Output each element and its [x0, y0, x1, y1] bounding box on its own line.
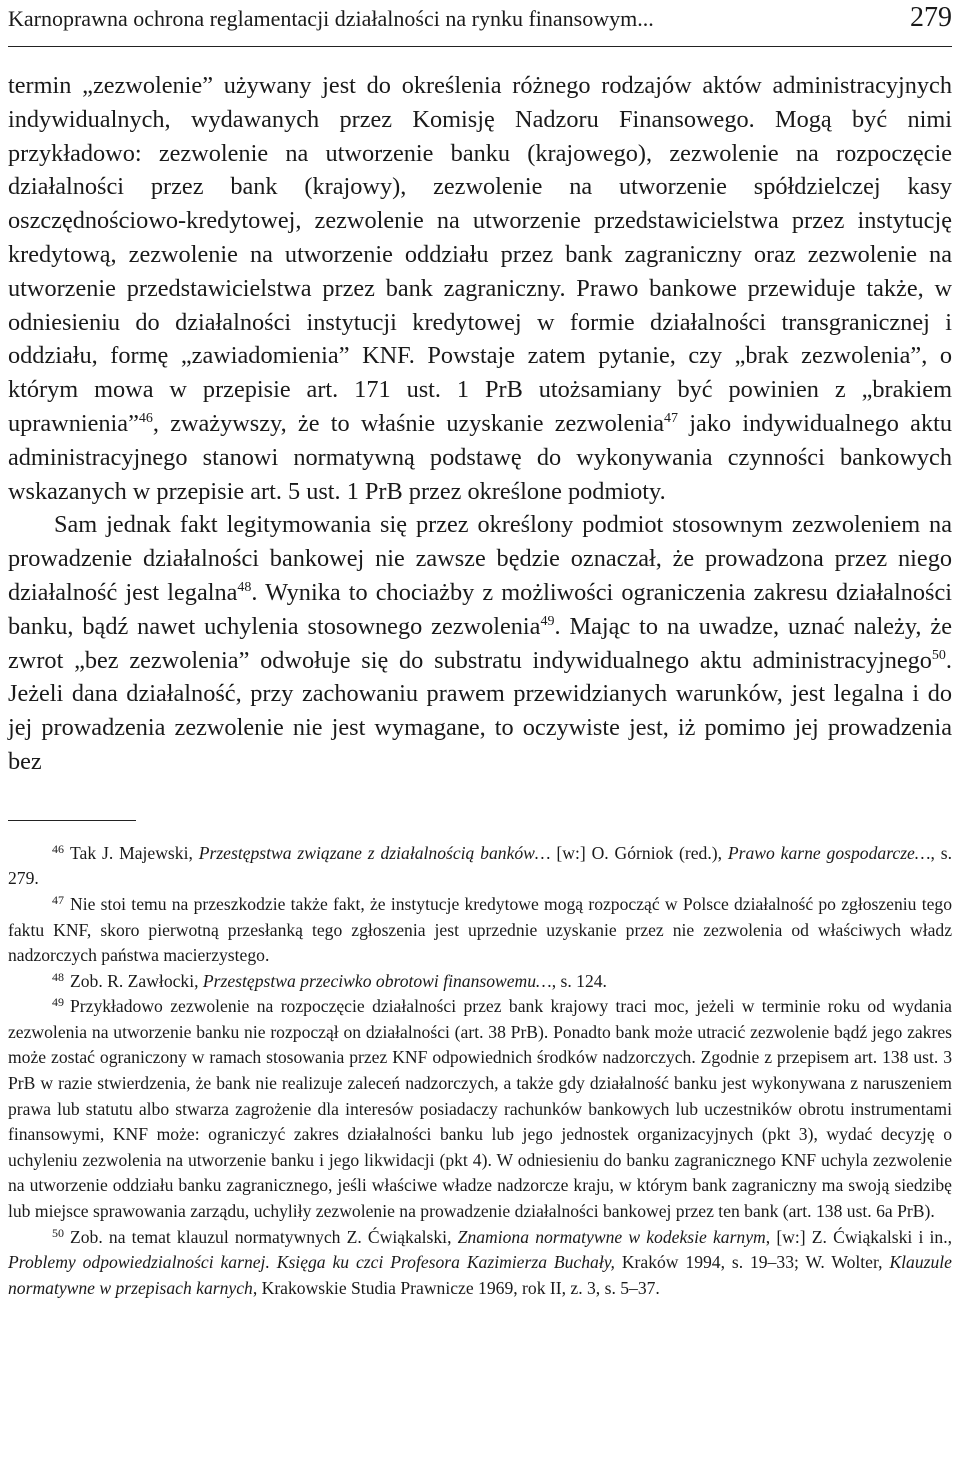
- footnote-text: Zob. na temat klauzul normatywnych Z. Ćwiąkalski,: [70, 1226, 458, 1247]
- text-run: . Wynika to chociażby z możliwości ograniczenia zakresu działalności banku, bądź nawet uchylenia stosownego zezwolenia: [8, 578, 952, 640]
- footnote-50: [8, 1225, 952, 1302]
- cited-title: Znamiona normatywne w kodeksie karnym: [457, 1226, 766, 1247]
- footnote-number: 49: [52, 995, 64, 1010]
- footnote-ref-49[interactable]: 49: [540, 613, 555, 629]
- footnote-text: , s. 124.: [551, 970, 607, 991]
- footnote-number: 47: [52, 892, 64, 907]
- footnote-47: [8, 892, 952, 969]
- footnote-text: Zob. R. Zawłocki,: [70, 970, 203, 991]
- footnotes: [8, 841, 952, 1302]
- footnote-text: , Krakowskie Studia Prawnicze 1969, rok II, z. 3, s. 5–37.: [252, 1277, 660, 1298]
- cited-title: Problemy odpowiedzialności karnej. Księga ku czci Profesora Kazimierza Buchały,: [8, 1252, 615, 1273]
- footnote-number: 48: [52, 969, 64, 984]
- text-run: jako indywidualnego aktu administracyjnego stanowi normatywną podstawę do wykonywania czynności bankowych wskazanych w przepisie art. 5 ust. 1 PrB przez określone podmioty.: [8, 409, 952, 505]
- paragraph-2: [8, 508, 952, 778]
- book-page: [8, 0, 952, 1301]
- text-run: . Jeżeli dana działalność, przy zachowaniu prawem przewidzianych warunków, jest legalna i do jej prowadzenia zezwolenie nie jest wymagane, to oczywiste jest, iż pomimo jej prowadzenia bez: [8, 646, 952, 775]
- text-run: termin „zezwolenie” używany jest do określenia różnego rodzajów aktów administracyjnych indywidualnych, wydawanych przez Komisję Nadzoru Finansowego. Mogą być nimi przykładowo: zezwolenie na utworzenie banku (krajowego), zezwolenie na rozpoczęcie działalności przez bank (krajowy), zezwolenie na utworzenie spółdzielczej kasy oszczędnościowo-kredytowej, zezwolenie na utworzenie przedstawicielstwa przez instytucję kredytową, zezwolenie na utworzenie oddziału przez bank zagraniczny oraz zezwolenie na utworzenie przedstawicielstwa przez bank zagraniczny. Prawo bankowe przewiduje także, w odniesieniu do działalności instytucji kredytowej w formie działalności transgranicznej i oddziału, formę „zawiadomienia” KNF. Powstaje zatem pytanie, czy „brak zezwolenia”, o którym mowa w przepisie art. 171 ust. 1 PrB utożsamiany być powinien z „brakiem uprawnienia”: [8, 72, 952, 437]
- footnote-number: 50: [52, 1225, 64, 1240]
- footnote-text: , s. 279.: [8, 842, 952, 889]
- cited-title: Przestępstwa związane z działalnością banków…: [198, 842, 551, 863]
- footnote-ref-47[interactable]: 47: [664, 410, 679, 426]
- footnote-text: Nie stoi temu na przeszkodzie także fakt, że instytucje kredytowe mogą rozpocząć w Polsce działalność po zgłoszeniu tego faktu KNF, skoro pierwotną przesłanką tego zgłoszenia jest uprzednie uzyskanie przez nie zezwolenia od właściwych władz nadzorczych państwa macierzystego.: [8, 893, 952, 966]
- paragraph-1: [8, 69, 952, 508]
- footnote-ref-46[interactable]: 46: [138, 410, 153, 426]
- footnote-text: Tak J. Majewski,: [70, 842, 199, 863]
- page-number: 279: [910, 2, 952, 33]
- footnote-number: 46: [52, 841, 64, 856]
- footnote-ref-50[interactable]: 50: [931, 647, 946, 663]
- running-header: [8, 0, 952, 47]
- footnote-text: [w:] O. Górniok (red.),: [550, 842, 728, 863]
- cited-title: Prawo karne gospodarcze…: [727, 842, 931, 863]
- footnote-text: Kraków 1994, s. 19–33; W. Wolter,: [614, 1252, 890, 1273]
- footnote-separator: [8, 820, 136, 821]
- text-run: , zważywszy, że to właśnie uzyskanie zezwolenia: [152, 409, 665, 437]
- footnote-text: Przykładowo zezwolenie na rozpoczęcie działalności przez bank krajowy traci moc, jeżeli w terminie roku od wydania zezwolenia na utworzenie banku nie rozpoczął on działalności (art. 38 PrB). Ponadto bank może utracić zezwolenie bądź jego zakres może zostać ograniczony w ramach stosowania przez KNF odpowiednich środków nadzorczych. Zgodnie z przepisem art. 138 ust. 3 PrB w razie stwierdzenia, że bank nie realizuje zaleceń nadzorczych, a także gdy działalność banku jest wykonywana z naruszeniem prawa lub statutu albo stwarza zagrożenie dla interesów posiadaczy rachunków bankowych lub uczestników obrotu instrumentami finansowymi, KNF może: ograniczyć zakres działalności banku lub jego jednostek organizacyjnych (pkt 3), wydać decyzję o uchyleniu zezwolenia na utworzenie banku i jego likwidacji (pkt 4). W odniesieniu do banku zagranicznego KNF uchyla zezwolenie na utworzenie oddziału banku zagranicznego, jeśli właściwe władze nadzorcze kraju, w którym bank zagraniczny ma swoją siedzibę lub miejsce sprawowania zarządu, uchyliły zezwolenie na prowadzenie działalności bankowej przez ten bank (art. 138 ust. 6a PrB).: [8, 996, 952, 1222]
- footnote-ref-48[interactable]: 48: [237, 579, 252, 595]
- main-text: [8, 69, 952, 779]
- footnote-49: [8, 994, 952, 1224]
- text-run: Sam jednak fakt legitymowania się przez określony podmiot stosownym zezwoleniem na prowadzenie działalności bankowej nie zawsze będzie oznaczał, że prowadzona przez niego działalność jest legalna: [8, 511, 952, 606]
- cited-title: Klauzule normatywne w przepisach karnych: [8, 1252, 952, 1298]
- text-run: . Mając to na uwadze, uznać należy, że zwrot „bez zezwolenia” odwołuje się do substratu indywidualnego aktu administracyjnego: [8, 612, 952, 674]
- cited-title: Przestępstwa przeciwko obrotowi finansowemu…: [202, 970, 552, 991]
- footnote-46: [8, 841, 952, 892]
- footnote-48: [8, 969, 952, 995]
- running-title: Karnoprawna ochrona reglamentacji działalności na rynku finansowym...: [8, 6, 654, 31]
- footnote-text: , [w:] Z. Ćwiąkalski i in.,: [765, 1226, 952, 1247]
